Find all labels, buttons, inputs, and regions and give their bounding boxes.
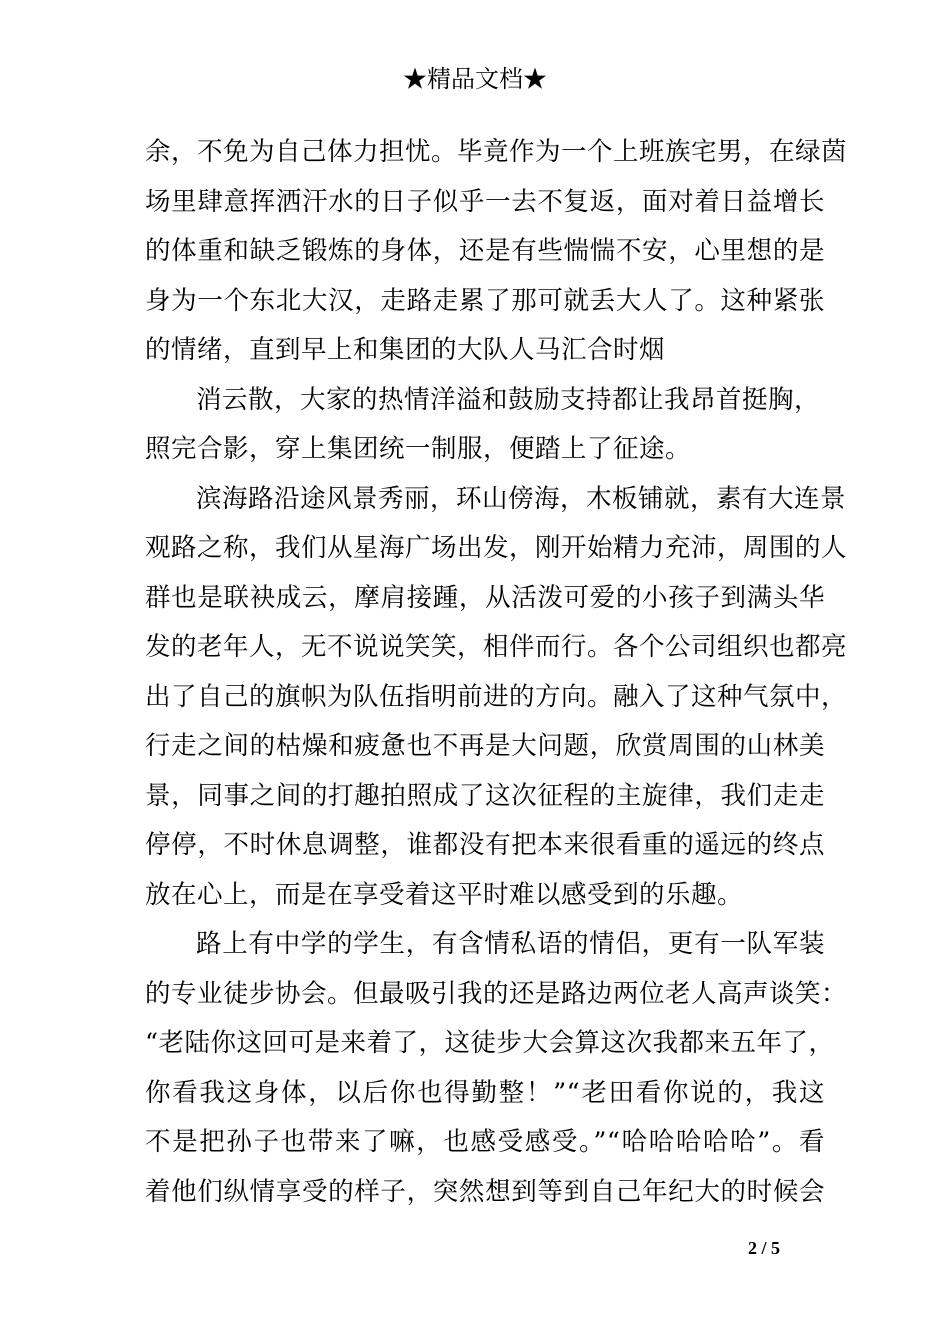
body-line: 行走之间的枯燥和疲惫也不再是大问题，欣赏周围的山林美 [145,731,825,761]
page-number: 2 / 5 [748,1238,781,1258]
body-line: “老陆你这回可是来着了，这徒步大会算这次我都来五年了， [145,1028,835,1058]
body-line: 的专业徒步协会。但最吸引我的还是路边两位老人高声谈笑： [145,978,848,1009]
page-header-title: ★精品文档★ [403,65,547,93]
document-body [145,128,848,1217]
body-line: 余，不免为自己体力担忧。毕竟作为一个上班族宅男，在绿茵 [145,137,848,167]
body-line: 的体重和缺乏锻炼的身体，还是有些惴惴不安，心里想的是 [145,236,825,266]
body-line: 放在心上，而是在享受着这平时难以感受到的乐趣。 [145,879,744,910]
paragraph-first-line: 消云散，大家的热情洋溢和鼓励支持都让我昂首挺胸， [196,384,821,415]
body-line: 观路之称，我们从星海广场出发，刚开始精力充沛，周围的人 [145,533,848,563]
body-line: 群也是联袂成云，摩肩接踵，从活泼可爱的小孩子到满头华 [145,582,825,613]
body-line: 身为一个东北大汉，走路走累了那可就丢大人了。这种紧张 [145,285,825,316]
body-line: 照完合影，穿上集团统一制服，便踏上了征途。 [145,434,692,464]
body-line: 你看我这身体，以后你也得勤整！”“老田看你说的，我这 [145,1077,825,1108]
body-line: 停停，不时休息调整，谁都没有把本来很看重的遥远的终点 [145,830,825,860]
body-line: 场里肆意挥洒汗水的日子似乎一去不复返，面对着日益增长 [145,186,825,217]
body-line: 着他们纵情享受的样子，突然想到等到自己年纪大的时候会 [145,1176,825,1207]
body-line: 景，同事之间的打趣拍照成了这次征程的主旋律，我们走走 [145,780,825,811]
body-line: 出了自己的旗帜为队伍指明前进的方向。融入了这种气氛中， [145,681,848,712]
paragraph-first-line: 路上有中学的学生，有含情私语的情侣，更有一队军装 [196,929,825,959]
body-line: 发的老年人，无不说说笑笑，相伴而行。各个公司组织也都亮 [145,632,848,662]
paragraph-first-line: 滨海路沿途风景秀丽，环山傍海，木板铺就，素有大连景 [196,483,847,514]
body-line: 不是把孙子也带来了嘛，也感受感受。”“哈哈哈哈哈”。看 [145,1127,825,1157]
body-line: 的情绪，直到早上和集团的大队人马汇合时烟 [145,335,666,365]
